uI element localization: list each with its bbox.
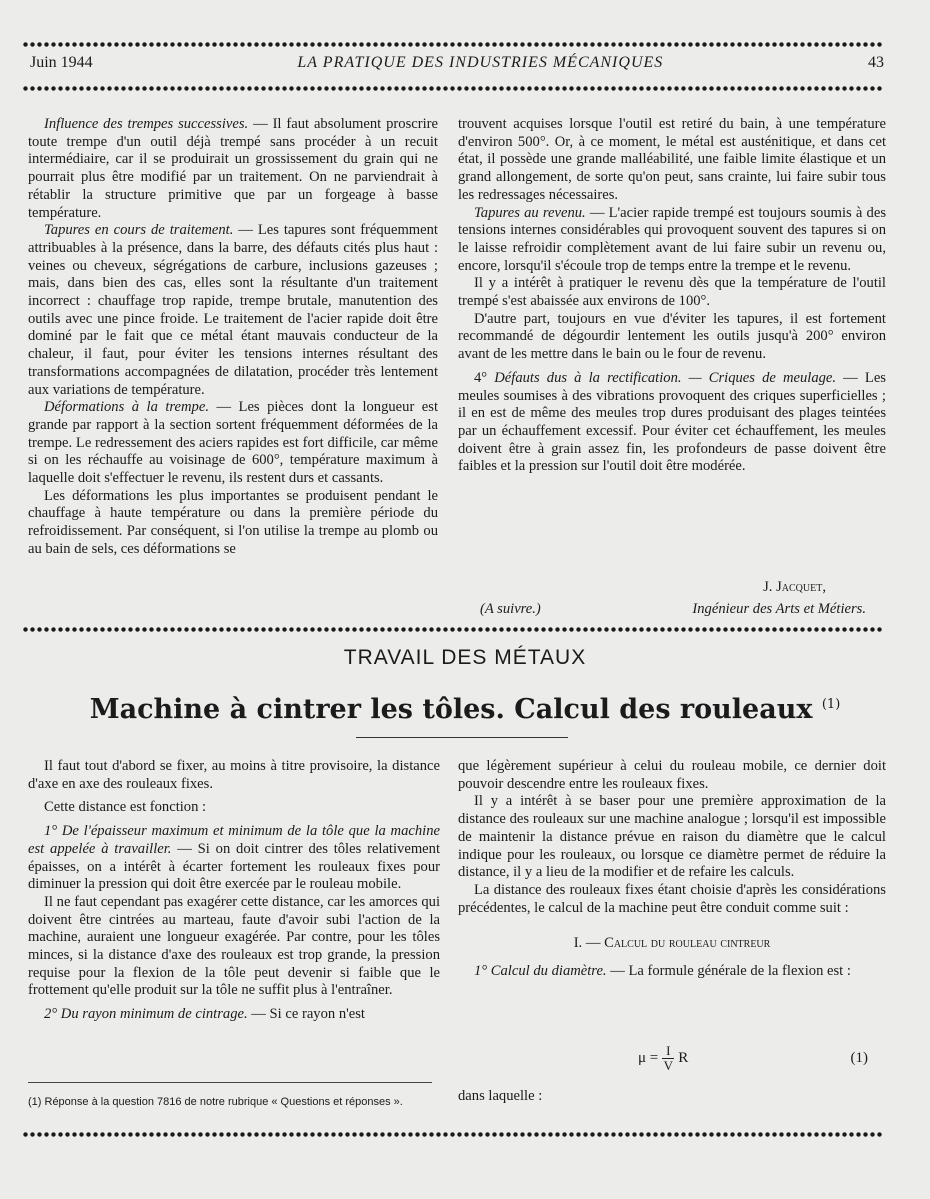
paragraph bbox=[458, 205, 886, 276]
author-name: J. Jacquet, bbox=[763, 579, 826, 595]
paragraph-text: — La formule générale de la flexion est : bbox=[606, 963, 851, 980]
paragraph: que légèrement supérieur à celui du rouleau mobile, ce dernier doit pouvoir descendre entre les rouleaux fixes. bbox=[458, 758, 886, 792]
paragraph: Il y a intérêt à pratiquer le revenu dès que la température de l'outil trempé s'est abaissée aux environs de 100°. bbox=[458, 275, 886, 310]
title-underline bbox=[356, 737, 568, 738]
paragraph: Il faut tout d'abord se fixer, au moins à titre provisoire, la distance d'axe en axe des rouleaux fixes. bbox=[28, 758, 440, 792]
flexion-formula bbox=[458, 1040, 868, 1080]
paragraph: Les déformations les plus importantes se produisent pendant le chauffage à haute température ou dans la première période du refroidissement. Par conséquent, si l'on utilise la trempe au plomb ou au bain de sels, ces déformations se bbox=[28, 487, 438, 557]
author-signature bbox=[458, 576, 886, 620]
paragraph-text: — Les tapures sont fréquemment attribuables à la présence, dans la barre, des défauts cités plus haut : veines ou cheveux, ségrégations de carbure, inclusions gazeuses ; mais, dans bien des cas, elles sont la résultante d'un traitement incorrect : chauffage trop rapide, trempe brutale, manutention des outils avec une pince froide. Le traitement de l'acier rapide doit être dominé par le fait que ce métal étant mauvais conducteur de la chaleur, il faut, pour éviter les tensions internes résultant des transformations accompagnées de dilatation, procéder très lentement aux variations de température. bbox=[28, 222, 438, 398]
formula-lhs: μ = bbox=[638, 1050, 659, 1066]
paragraph-heading: Déformations à la trempe. bbox=[44, 399, 209, 416]
paragraph-text: — Si ce rayon n'est bbox=[247, 1006, 365, 1023]
top-left-column bbox=[28, 116, 438, 559]
footnote: (1) Réponse à la question 7816 de notre rubrique « Questions et réponses ». bbox=[28, 1096, 403, 1108]
subsection-heading: I. — Calcul du rouleau cintreur bbox=[573, 935, 771, 952]
bottom-dotted-rule bbox=[22, 1132, 884, 1137]
bottom-left-column bbox=[28, 758, 440, 1024]
equation-number: (1) bbox=[850, 1050, 868, 1066]
paragraph bbox=[28, 222, 438, 399]
paragraph-heading: Défauts dus à la rectification. — Criques de meulage. bbox=[494, 369, 837, 386]
header-date: Juin 1944 bbox=[30, 54, 93, 71]
paragraph-text: — L'acier rapide trempé est toujours soumis à des tensions internes considérables qui provoquent souvent des tapures si on le laisse refroidir complètement avant de lui faire subir un revenu ou, encore, lorsqu'il s'écoule trop de temps entre la trempe et le revenu. bbox=[458, 204, 886, 274]
signature-row bbox=[458, 598, 886, 620]
paragraph: Cette distance est fonction : bbox=[44, 799, 207, 816]
formula-fraction bbox=[662, 1044, 674, 1073]
running-header bbox=[30, 54, 884, 72]
paragraph: La distance des rouleaux fixes étant choisie d'après les considérations précédentes, le calcul de la machine peut être conduit comme suit : bbox=[458, 881, 886, 916]
paragraph-number: 4° bbox=[474, 369, 495, 386]
paragraph-heading: 1° Calcul du diamètre. bbox=[474, 963, 607, 980]
paragraph: trouvent acquises lorsque l'outil est retiré du bain, à une température d'environ 500°. Or, à ce moment, le métal est austénitique, et dans cet état, il possède une grande malléabilité, une faible limite élastique et un grand allongement, de sorte qu'on peut, sans crainte, lui faire subir tous les redressages nécessaires. bbox=[458, 116, 886, 203]
paragraph-heading: 2° Du rayon minimum de cintrage. bbox=[44, 1006, 248, 1023]
paragraph-heading: 1° De l'épaisseur maximum et minimum de la tôle que la machine est appelée à travailler. bbox=[28, 823, 440, 857]
top-dotted-rule bbox=[22, 42, 884, 47]
bottom-right-column bbox=[458, 758, 886, 981]
paragraph bbox=[28, 399, 438, 488]
header-dotted-rule bbox=[22, 86, 884, 91]
header-journal-title: LA PRATIQUE DES INDUSTRIES MÉCANIQUES bbox=[297, 54, 664, 71]
paragraph-text: — Les pièces dont la longueur est grande par rapport à la section sortent fréquemment déformées de la trempe. Le redressement des aciers rapides est fort difficile, car même si on les réchauffe au voisinage de 600°, température maximum à laquelle doit s'effectuer le revenu, ils restent durs et cassants. bbox=[28, 399, 439, 487]
paragraph: Il y a intérêt à se baser pour une première approximation de la distance des rouleaux sur une machine analogue ; lorsqu'il est impossible de maintenir la distance prévue en raison du diamètre que le calcul indique pour les rouleaux, ou lorsque ce diamètre permet de réduire la distance, il y a lieu de la modifier et de refaire les calculs. bbox=[458, 793, 886, 881]
section-dotted-rule bbox=[22, 627, 884, 632]
paragraph bbox=[28, 823, 440, 894]
header-page-number: 43 bbox=[868, 54, 884, 71]
paragraph: Il ne faut cependant pas exagérer cette distance, car les amorces qui doivent être cintrées au marteau, faute d'avoir subi l'action de la machine, auraient une longueur exagérée. Par contre, pour les tôles minces, si la distance d'axe des rouleaux est trop grande, la pression requise pour la flexion de la tôle peut devenir si faible que le frottement qu'elle produit sur la tôle ne suffit plus à l'entraîner. bbox=[28, 893, 440, 999]
author-role: Ingénieur des Arts et Métiers. bbox=[692, 601, 866, 617]
to-be-continued: (A suivre.) bbox=[480, 601, 541, 617]
fraction-numerator: I bbox=[666, 1043, 671, 1058]
fraction-denominator: V bbox=[663, 1058, 673, 1073]
after-formula-text: dans laquelle : bbox=[458, 1088, 543, 1104]
paragraph-heading: Tapures au revenu. bbox=[474, 204, 586, 221]
paragraph bbox=[458, 370, 886, 476]
paragraph-text: — Il faut absolument proscrire toute trempe d'un outil déjà trempé sans procéder à un recuit intermédiaire, car il se produirait un grossissement du grain qui ne pourrait plus être modifié par un traitement. On ne parviendrait à rétablir la structure primitive que par un forgeage à basse température. bbox=[28, 116, 438, 221]
top-right-column bbox=[458, 116, 886, 476]
paragraph bbox=[28, 116, 438, 222]
paragraph bbox=[28, 1006, 440, 1024]
paragraph-text: — Si on doit cintrer des tôles relativement épaisses, on a intérêt à écarter fortement les rouleaux fixes pour diminuer la pression qui doit être exercée par le rouleau mobile. bbox=[28, 840, 440, 893]
footnote-rule bbox=[28, 1082, 432, 1083]
formula-expression bbox=[638, 1044, 688, 1073]
formula-rhs: R bbox=[678, 1050, 689, 1066]
paragraph bbox=[458, 963, 886, 981]
article-title: Machine à cintrer les tôles. Calcul des rouleaux $^{(1)}$ bbox=[89, 694, 841, 725]
title-footnote-ref: (1) bbox=[821, 697, 841, 712]
section-heading: TRAVAIL DES MÉTAUX bbox=[343, 646, 587, 669]
paragraph-heading: Influence des trempes successives. bbox=[44, 116, 249, 132]
paragraph-heading: Tapures en cours de traitement. bbox=[44, 222, 234, 239]
paragraph-text: — Les meules soumises à des vibrations provoquent des criques superficielles ; il en est de même des meules trop dures produisant des plages teintées par un échauffement excessif. Pour éviter cet échauffement, les meules doivent être à grain assez fin, les profondeurs de passe doivent être faibles et la pression sur l'outil doit être modérée. bbox=[458, 369, 886, 475]
paragraph: D'autre part, toujours en vue d'éviter les tapures, il est fortement recommandé de dégourdir lentement les outils jusqu'à 200° environ avant de les mettre dans le bain ou le four de revenu. bbox=[458, 310, 886, 363]
